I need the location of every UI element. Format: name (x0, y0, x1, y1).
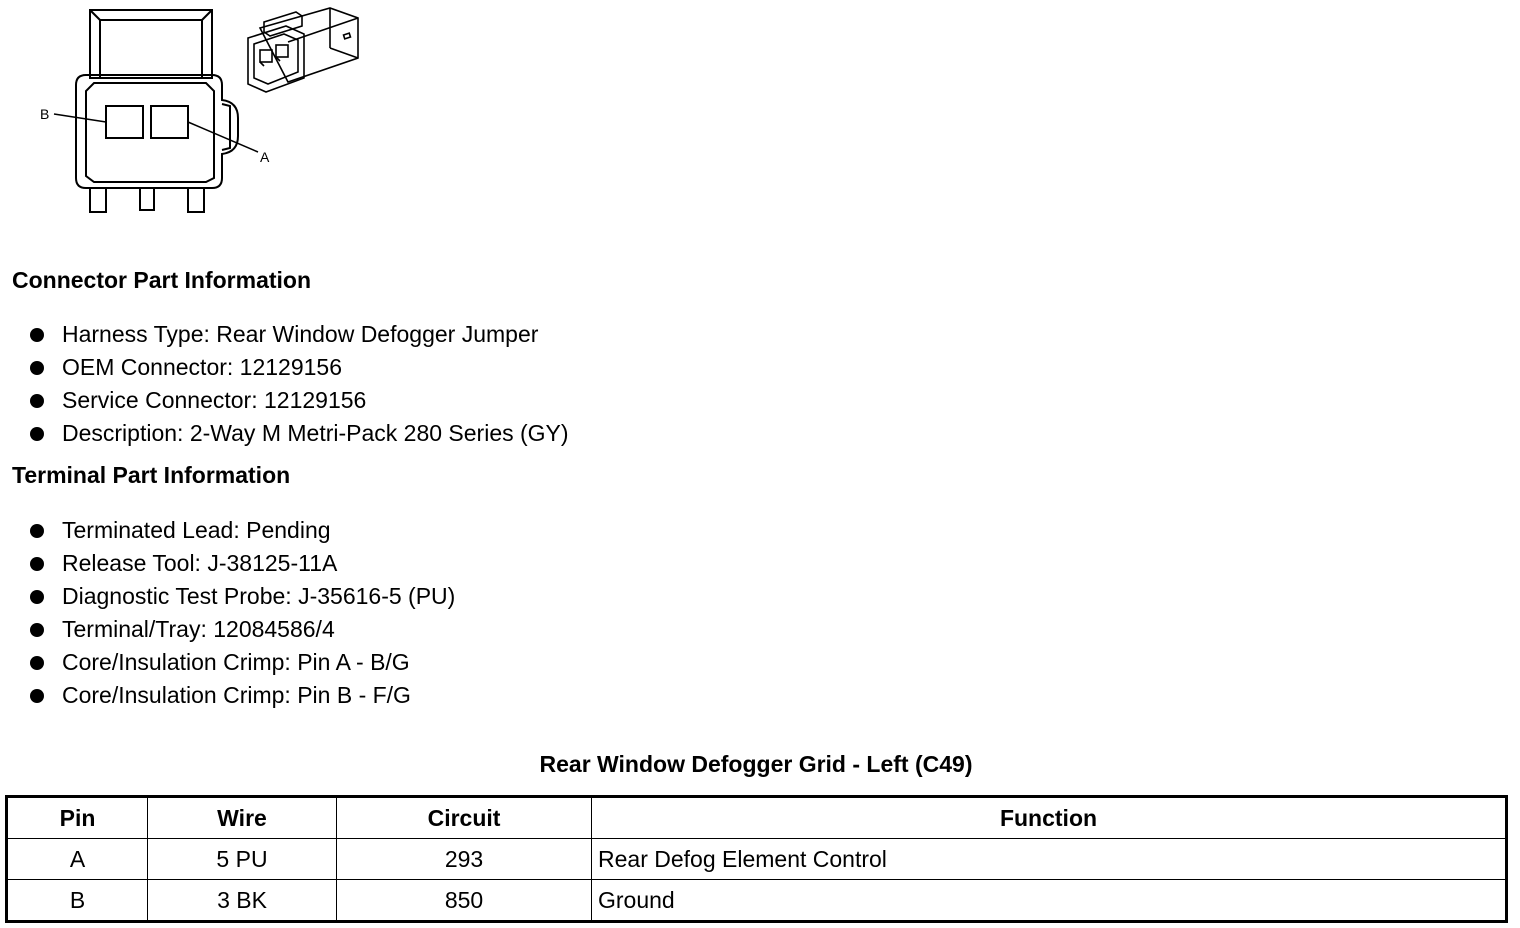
list-item-text: Diagnostic Test Probe: J-35616-5 (PU) (62, 583, 456, 609)
table-title: Rear Window Defogger Grid - Left (C49) (539, 751, 973, 777)
list-item (0, 384, 569, 417)
list-item (0, 646, 455, 679)
table-row (7, 880, 1507, 922)
list-item (0, 679, 455, 712)
bullet-icon (30, 557, 44, 571)
list-item-text: Description: 2-Way M Metri-Pack 280 Series (GY) (62, 420, 569, 446)
list-item (0, 547, 455, 580)
cell-circuit: 293 (337, 839, 592, 880)
bullet-icon (30, 656, 44, 670)
cell-function: Ground (592, 880, 1507, 922)
list-item (0, 318, 569, 351)
bullet-icon (30, 590, 44, 604)
list-item-text: Harness Type: Rear Window Defogger Jumper (62, 321, 539, 347)
bullet-icon (30, 394, 44, 408)
list-item-text: Core/Insulation Crimp: Pin A - B/G (62, 649, 410, 675)
cell-pin: B (7, 880, 148, 922)
bullet-icon (30, 328, 44, 342)
table-row (7, 839, 1507, 880)
cell-function: Rear Defog Element Control (592, 839, 1507, 880)
list-item (0, 514, 455, 547)
terminal-info-list (0, 514, 455, 712)
list-item-text: OEM Connector: 12129156 (62, 354, 343, 380)
list-item-text: Service Connector: 12129156 (62, 387, 367, 413)
list-item (0, 580, 455, 613)
bullet-icon (30, 623, 44, 637)
pin-label-b: B (40, 106, 50, 122)
cell-circuit: 850 (337, 880, 592, 922)
list-item-text: Release Tool: J-38125-11A (62, 550, 338, 576)
terminal-info-heading: Terminal Part Information (12, 462, 291, 488)
list-item-text: Terminal/Tray: 12084586/4 (62, 616, 335, 642)
list-item (0, 613, 455, 646)
bullet-icon (30, 689, 44, 703)
header-function: Function (592, 797, 1507, 839)
cell-wire: 3 BK (148, 880, 337, 922)
connector-info-heading: Connector Part Information (12, 267, 312, 293)
header-wire: Wire (148, 797, 337, 839)
cell-pin: A (7, 839, 148, 880)
header-circuit: Circuit (337, 797, 592, 839)
pinout-table (5, 795, 1508, 923)
connector-isometric-diagram (240, 0, 370, 105)
list-item (0, 351, 569, 384)
cell-wire: 5 PU (148, 839, 337, 880)
bullet-icon (30, 427, 44, 441)
list-item (0, 417, 569, 450)
pin-label-a: A (260, 149, 270, 165)
connector-info-list (0, 318, 569, 450)
bullet-icon (30, 524, 44, 538)
list-item-text: Terminated Lead: Pending (62, 517, 331, 543)
bullet-icon (30, 361, 44, 375)
table-header-row (7, 797, 1507, 839)
list-item-text: Core/Insulation Crimp: Pin B - F/G (62, 682, 411, 708)
header-pin: Pin (7, 797, 148, 839)
